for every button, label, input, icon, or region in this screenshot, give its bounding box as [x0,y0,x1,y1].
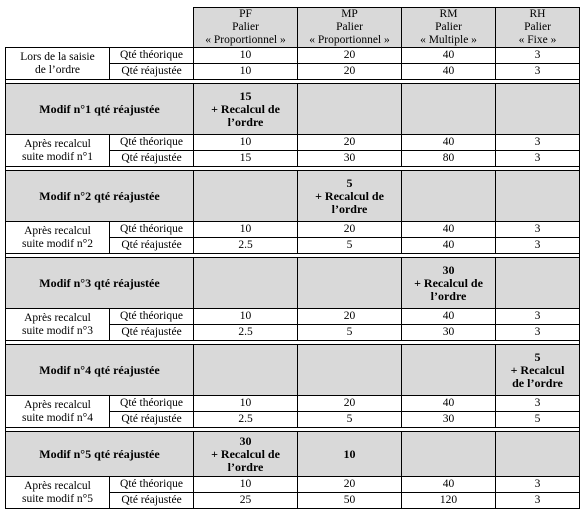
value-cell: 20 [298,64,402,80]
after-recalc-label [6,222,110,254]
value-cell: 10 [194,64,298,80]
column-header-rh: RH Palier « Fixe » [496,8,580,48]
modif-cell [496,171,580,222]
initial-row-label: Lors de la saisie de l’ordre [6,48,110,80]
value-cell: 10 [194,396,298,412]
modif-cell-line: l’ordre [331,201,368,216]
modif-cell [402,258,496,309]
modif-cell [402,84,496,135]
after-recalc-label [6,309,110,341]
initial-theo-row [6,48,580,64]
value-cell: 20 [298,135,402,151]
modif-cell-line: + Recalcul de [211,101,280,116]
column-header-rm: RM Palier « Multiple » [402,8,496,48]
modif-cell [194,84,298,135]
qty-adjusted-label: Qté réajustée [110,493,194,509]
value-cell: 40 [402,238,496,254]
qty-theoretical-label: Qté théorique [110,222,194,238]
after-theo-row [6,309,580,325]
after-theo-row [6,135,580,151]
value-cell: 2.5 [194,412,298,428]
value-cell: 80 [402,151,496,167]
header-row [6,8,580,48]
modif-title: Modif n°5 qté réajustée [6,432,194,477]
after-theo-row [6,222,580,238]
value-cell: 3 [496,309,580,325]
modif-cell-line: 30 [239,433,252,448]
value-cell: 20 [298,477,402,493]
column-header-mp: MP Palier « Proportionnel » [298,8,402,48]
value-cell: 3 [496,325,580,341]
value-cell: 10 [194,222,298,238]
value-cell: 20 [298,48,402,64]
value-cell: 20 [298,396,402,412]
after-recalc-label [6,477,110,509]
value-cell: 40 [402,477,496,493]
modif-cell [402,171,496,222]
modif-cell [496,432,580,477]
value-cell: 5 [298,412,402,428]
modif-cell [298,171,402,222]
modif-cell [194,258,298,309]
after-recalc-line: suite modif n°4 [21,411,94,424]
modif-cell-line: l’ordre [227,114,264,129]
modif-title: Modif n°3 qté réajustée [6,258,194,309]
modif-cell [298,258,402,309]
modif-title: Modif n°4 qté réajustée [6,345,194,396]
modif-cell-line: 15 [239,88,252,103]
modif-cell-line: + Recalcul de [315,188,384,203]
after-theo-row [6,396,580,412]
modif-cell [194,171,298,222]
value-cell: 10 [194,135,298,151]
value-cell: 2.5 [194,238,298,254]
modif-cell-line: + Recalcul de [414,275,483,290]
value-cell: 2.5 [194,325,298,341]
palier-table [5,7,580,509]
document [5,7,579,509]
modif-row-3 [6,258,580,309]
modif-cell-line: 5 [534,349,541,364]
value-cell: 20 [298,309,402,325]
modif-cell [298,345,402,396]
modif-cell-line: l’ordre [430,288,467,303]
value-cell: 15 [194,151,298,167]
value-cell: 40 [402,64,496,80]
modif-row-2 [6,171,580,222]
value-cell: 3 [496,238,580,254]
column-header-pf: PF Palier « Proportionnel » [194,8,298,48]
modif-cell [194,345,298,396]
value-cell: 40 [402,48,496,64]
after-recalc-line: Après recalcul [24,398,91,411]
qty-theoretical-label: Qté théorique [110,48,194,64]
qty-adjusted-label: Qté réajustée [110,64,194,80]
value-cell: 3 [496,222,580,238]
qty-adjusted-label: Qté réajustée [110,238,194,254]
value-cell: 30 [402,412,496,428]
value-cell: 3 [496,64,580,80]
header-blank [6,8,194,48]
qty-theoretical-label: Qté théorique [110,309,194,325]
after-recalc-line: suite modif n°5 [21,492,94,505]
value-cell: 120 [402,493,496,509]
modif-row-4 [6,345,580,396]
value-cell: 30 [298,151,402,167]
modif-cell-line: l’ordre [227,459,264,474]
qty-theoretical-label: Qté théorique [110,477,194,493]
after-recalc-line: Après recalcul [24,137,91,150]
value-cell: 10 [194,48,298,64]
modif-row-5 [6,432,580,477]
value-cell: 3 [496,48,580,64]
after-recalc-line: suite modif n°2 [21,237,94,250]
after-recalc-label [6,396,110,428]
value-cell: 50 [298,493,402,509]
modif-row-1 [6,84,580,135]
modif-cell-line: 5 [346,175,353,190]
qty-adjusted-label: Qté réajustée [110,325,194,341]
modif-title: Modif n°1 qté réajustée [6,84,194,135]
value-cell: 3 [496,135,580,151]
modif-cell-line: 10 [343,446,356,461]
value-cell: 10 [194,309,298,325]
value-cell: 3 [496,151,580,167]
modif-cell [402,345,496,396]
value-cell: 5 [298,325,402,341]
qty-theoretical-label: Qté théorique [110,396,194,412]
qty-adjusted-label: Qté réajustée [110,151,194,167]
modif-cell [496,258,580,309]
modif-cell [298,432,402,477]
value-cell: 40 [402,396,496,412]
value-cell: 3 [496,493,580,509]
modif-cell [496,345,580,396]
after-recalc-line: Après recalcul [24,311,91,324]
after-recalc-line: Après recalcul [24,479,91,492]
value-cell: 20 [298,222,402,238]
modif-cell-line: + Recalcul [510,362,565,377]
value-cell: 5 [298,238,402,254]
modif-title: Modif n°2 qté réajustée [6,171,194,222]
value-cell: 10 [194,477,298,493]
value-cell: 30 [402,325,496,341]
modif-cell [194,432,298,477]
after-recalc-label [6,135,110,167]
qty-adjusted-label: Qté réajustée [110,412,194,428]
qty-theoretical-label: Qté théorique [110,135,194,151]
value-cell: 5 [496,412,580,428]
value-cell: 40 [402,222,496,238]
modif-cell [402,432,496,477]
value-cell: 40 [402,135,496,151]
modif-cell-line: de l’ordre [512,375,563,390]
after-theo-row [6,477,580,493]
after-recalc-line: Après recalcul [24,224,91,237]
modif-cell [496,84,580,135]
modif-cell [298,84,402,135]
modif-cell-line: + Recalcul de [211,446,280,461]
value-cell: 3 [496,477,580,493]
after-recalc-line: suite modif n°1 [21,150,94,163]
after-recalc-line: suite modif n°3 [21,324,94,337]
value-cell: 25 [194,493,298,509]
value-cell: 3 [496,396,580,412]
modif-cell-line: 30 [442,262,455,277]
value-cell: 40 [402,309,496,325]
